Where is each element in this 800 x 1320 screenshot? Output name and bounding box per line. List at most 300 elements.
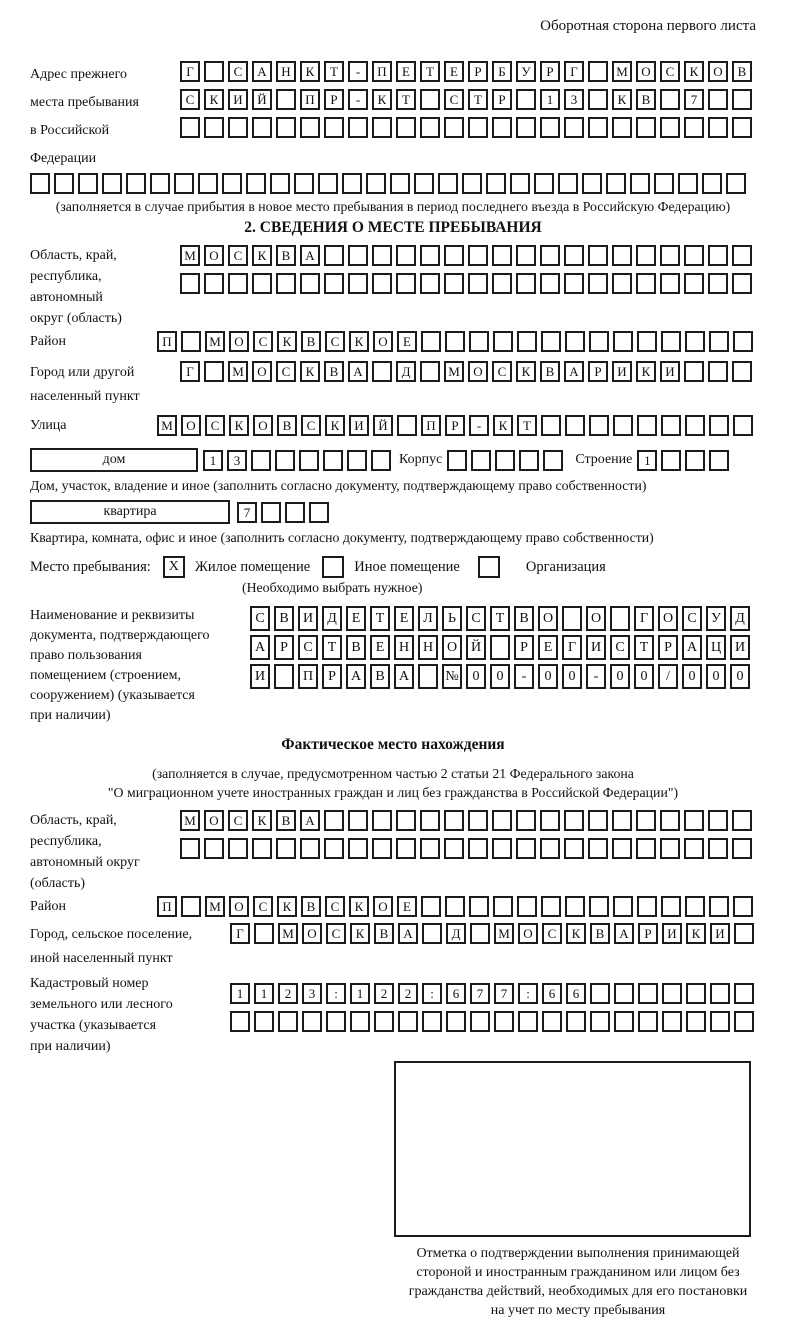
char-cell[interactable]: 7 bbox=[684, 89, 704, 110]
char-cell[interactable]: Т bbox=[490, 606, 510, 631]
char-cell[interactable]: К bbox=[277, 331, 297, 352]
char-cell[interactable] bbox=[366, 173, 386, 194]
char-cell[interactable]: Е bbox=[370, 635, 390, 660]
char-cell[interactable]: Ц bbox=[706, 635, 726, 660]
char-cell[interactable] bbox=[708, 361, 728, 382]
char-cell[interactable] bbox=[444, 810, 464, 831]
char-cell[interactable] bbox=[276, 838, 296, 859]
char-cell[interactable]: 6 bbox=[542, 983, 562, 1004]
char-cell[interactable] bbox=[494, 1011, 514, 1032]
char-cell[interactable] bbox=[396, 273, 416, 294]
char-cell[interactable] bbox=[558, 173, 578, 194]
char-cell[interactable]: Р bbox=[514, 635, 534, 660]
char-cell[interactable]: М bbox=[180, 245, 200, 266]
char-cell[interactable]: О bbox=[229, 896, 249, 917]
char-cell[interactable] bbox=[422, 923, 442, 944]
char-cell[interactable] bbox=[300, 273, 320, 294]
char-cell[interactable] bbox=[610, 606, 630, 631]
char-cell[interactable]: К bbox=[350, 923, 370, 944]
char-cell[interactable] bbox=[518, 1011, 538, 1032]
char-cell[interactable] bbox=[660, 273, 680, 294]
char-cell[interactable] bbox=[180, 117, 200, 138]
char-cell[interactable] bbox=[470, 1011, 490, 1032]
char-cell[interactable] bbox=[684, 117, 704, 138]
char-cell[interactable] bbox=[709, 450, 729, 471]
char-cell[interactable]: К bbox=[300, 361, 320, 382]
char-cell[interactable]: О bbox=[538, 606, 558, 631]
char-cell[interactable]: С bbox=[444, 89, 464, 110]
char-cell[interactable]: О bbox=[373, 896, 393, 917]
char-cell[interactable] bbox=[493, 896, 513, 917]
char-cell[interactable]: 1 bbox=[254, 983, 274, 1004]
char-cell[interactable]: В bbox=[346, 635, 366, 660]
char-cell[interactable] bbox=[444, 117, 464, 138]
char-cell[interactable]: М bbox=[228, 361, 248, 382]
char-cell[interactable] bbox=[348, 245, 368, 266]
char-cell[interactable]: Т bbox=[634, 635, 654, 660]
char-cell[interactable] bbox=[588, 810, 608, 831]
char-cell[interactable]: Г bbox=[180, 361, 200, 382]
char-cell[interactable]: Ь bbox=[442, 606, 462, 631]
char-cell[interactable] bbox=[662, 1011, 682, 1032]
char-cell[interactable]: С bbox=[180, 89, 200, 110]
char-cell[interactable] bbox=[348, 273, 368, 294]
checkbox-other-premises[interactable] bbox=[322, 556, 344, 578]
char-cell[interactable]: В bbox=[301, 331, 321, 352]
char-cell[interactable] bbox=[447, 450, 467, 471]
char-cell[interactable] bbox=[275, 450, 295, 471]
char-cell[interactable]: М bbox=[157, 415, 177, 436]
char-cell[interactable] bbox=[180, 838, 200, 859]
char-cell[interactable]: О bbox=[658, 606, 678, 631]
char-cell[interactable] bbox=[685, 896, 705, 917]
char-cell[interactable] bbox=[420, 89, 440, 110]
char-cell[interactable]: 0 bbox=[466, 664, 486, 689]
char-cell[interactable] bbox=[685, 415, 705, 436]
char-cell[interactable] bbox=[309, 502, 329, 523]
char-cell[interactable]: Л bbox=[418, 606, 438, 631]
char-cell[interactable]: Е bbox=[444, 61, 464, 82]
char-cell[interactable]: Д bbox=[730, 606, 750, 631]
char-cell[interactable] bbox=[420, 361, 440, 382]
char-cell[interactable]: Й bbox=[466, 635, 486, 660]
char-cell[interactable] bbox=[490, 635, 510, 660]
char-cell[interactable] bbox=[734, 923, 754, 944]
char-cell[interactable] bbox=[492, 810, 512, 831]
char-cell[interactable] bbox=[126, 173, 146, 194]
char-cell[interactable] bbox=[204, 117, 224, 138]
char-cell[interactable]: / bbox=[658, 664, 678, 689]
char-cell[interactable] bbox=[660, 117, 680, 138]
char-cell[interactable] bbox=[709, 896, 729, 917]
char-cell[interactable] bbox=[613, 331, 633, 352]
char-cell[interactable]: О bbox=[204, 810, 224, 831]
char-cell[interactable] bbox=[276, 117, 296, 138]
char-cell[interactable]: К bbox=[229, 415, 249, 436]
char-cell[interactable]: А bbox=[348, 361, 368, 382]
char-cell[interactable] bbox=[564, 245, 584, 266]
char-cell[interactable] bbox=[684, 810, 704, 831]
char-cell[interactable] bbox=[318, 173, 338, 194]
char-cell[interactable] bbox=[678, 173, 698, 194]
char-cell[interactable]: К bbox=[612, 89, 632, 110]
char-cell[interactable]: Г bbox=[562, 635, 582, 660]
char-cell[interactable] bbox=[492, 838, 512, 859]
char-cell[interactable]: Р bbox=[492, 89, 512, 110]
char-cell[interactable]: М bbox=[494, 923, 514, 944]
char-cell[interactable] bbox=[710, 983, 730, 1004]
char-cell[interactable]: Т bbox=[324, 61, 344, 82]
char-cell[interactable] bbox=[446, 1011, 466, 1032]
char-cell[interactable]: Д bbox=[322, 606, 342, 631]
char-cell[interactable] bbox=[285, 502, 305, 523]
char-cell[interactable]: Р bbox=[658, 635, 678, 660]
char-cell[interactable] bbox=[542, 1011, 562, 1032]
char-cell[interactable]: И bbox=[349, 415, 369, 436]
char-cell[interactable] bbox=[326, 1011, 346, 1032]
char-cell[interactable] bbox=[637, 331, 657, 352]
char-cell[interactable] bbox=[638, 1011, 658, 1032]
char-cell[interactable] bbox=[726, 173, 746, 194]
char-cell[interactable] bbox=[588, 117, 608, 138]
char-cell[interactable] bbox=[686, 1011, 706, 1032]
char-cell[interactable]: 0 bbox=[562, 664, 582, 689]
char-cell[interactable]: А bbox=[346, 664, 366, 689]
char-cell[interactable]: В bbox=[540, 361, 560, 382]
char-cell[interactable]: 0 bbox=[610, 664, 630, 689]
char-cell[interactable] bbox=[686, 983, 706, 1004]
char-cell[interactable]: - bbox=[514, 664, 534, 689]
char-cell[interactable]: В bbox=[514, 606, 534, 631]
char-cell[interactable] bbox=[396, 838, 416, 859]
char-cell[interactable]: С bbox=[301, 415, 321, 436]
char-cell[interactable] bbox=[102, 173, 122, 194]
char-cell[interactable]: С bbox=[253, 896, 273, 917]
char-cell[interactable]: Г bbox=[564, 61, 584, 82]
char-cell[interactable]: 1 bbox=[203, 450, 223, 471]
char-cell[interactable] bbox=[372, 838, 392, 859]
char-cell[interactable]: Р bbox=[540, 61, 560, 82]
char-cell[interactable]: - bbox=[586, 664, 606, 689]
char-cell[interactable] bbox=[702, 173, 722, 194]
char-cell[interactable] bbox=[564, 273, 584, 294]
char-cell[interactable]: С bbox=[682, 606, 702, 631]
char-cell[interactable] bbox=[710, 1011, 730, 1032]
char-cell[interactable]: П bbox=[157, 331, 177, 352]
char-cell[interactable]: К bbox=[349, 331, 369, 352]
char-cell[interactable] bbox=[276, 273, 296, 294]
char-cell[interactable]: О bbox=[204, 245, 224, 266]
checkbox-organization[interactable] bbox=[478, 556, 500, 578]
char-cell[interactable] bbox=[471, 450, 491, 471]
char-cell[interactable] bbox=[78, 173, 98, 194]
char-cell[interactable] bbox=[733, 331, 753, 352]
char-cell[interactable] bbox=[54, 173, 74, 194]
char-cell[interactable] bbox=[396, 117, 416, 138]
char-cell[interactable] bbox=[324, 273, 344, 294]
char-cell[interactable] bbox=[636, 838, 656, 859]
char-cell[interactable] bbox=[565, 415, 585, 436]
char-cell[interactable] bbox=[150, 173, 170, 194]
char-cell[interactable] bbox=[684, 273, 704, 294]
char-cell[interactable]: С bbox=[326, 923, 346, 944]
char-cell[interactable] bbox=[372, 117, 392, 138]
char-cell[interactable]: Д bbox=[396, 361, 416, 382]
char-cell[interactable]: 0 bbox=[706, 664, 726, 689]
char-cell[interactable]: 1 bbox=[230, 983, 250, 1004]
char-cell[interactable]: 3 bbox=[302, 983, 322, 1004]
char-cell[interactable]: У bbox=[516, 61, 536, 82]
char-cell[interactable]: 2 bbox=[374, 983, 394, 1004]
char-cell[interactable]: П bbox=[298, 664, 318, 689]
char-cell[interactable] bbox=[613, 896, 633, 917]
char-cell[interactable]: И bbox=[660, 361, 680, 382]
char-cell[interactable] bbox=[734, 983, 754, 1004]
char-cell[interactable] bbox=[613, 415, 633, 436]
char-cell[interactable] bbox=[709, 331, 729, 352]
char-cell[interactable]: 1 bbox=[350, 983, 370, 1004]
char-cell[interactable]: Р bbox=[638, 923, 658, 944]
char-cell[interactable] bbox=[228, 273, 248, 294]
char-cell[interactable]: А bbox=[682, 635, 702, 660]
char-cell[interactable] bbox=[348, 810, 368, 831]
char-cell[interactable]: А bbox=[614, 923, 634, 944]
char-cell[interactable] bbox=[468, 838, 488, 859]
char-cell[interactable] bbox=[661, 450, 681, 471]
char-cell[interactable] bbox=[30, 173, 50, 194]
char-cell[interactable] bbox=[420, 810, 440, 831]
char-cell[interactable] bbox=[493, 331, 513, 352]
char-cell[interactable]: Г bbox=[634, 606, 654, 631]
char-cell[interactable]: О bbox=[442, 635, 462, 660]
char-cell[interactable] bbox=[204, 361, 224, 382]
char-cell[interactable]: - bbox=[469, 415, 489, 436]
char-cell[interactable]: 7 bbox=[470, 983, 490, 1004]
char-cell[interactable]: А bbox=[398, 923, 418, 944]
char-cell[interactable] bbox=[445, 896, 465, 917]
char-cell[interactable] bbox=[414, 173, 434, 194]
char-cell[interactable] bbox=[274, 664, 294, 689]
char-cell[interactable] bbox=[540, 245, 560, 266]
char-cell[interactable] bbox=[540, 273, 560, 294]
char-cell[interactable] bbox=[398, 1011, 418, 1032]
char-cell[interactable] bbox=[495, 450, 515, 471]
char-cell[interactable]: № bbox=[442, 664, 462, 689]
char-cell[interactable] bbox=[660, 838, 680, 859]
char-cell[interactable] bbox=[590, 1011, 610, 1032]
char-cell[interactable]: М bbox=[444, 361, 464, 382]
char-cell[interactable] bbox=[486, 173, 506, 194]
char-cell[interactable] bbox=[492, 245, 512, 266]
char-cell[interactable] bbox=[654, 173, 674, 194]
char-cell[interactable] bbox=[323, 450, 343, 471]
char-cell[interactable] bbox=[661, 896, 681, 917]
char-cell[interactable] bbox=[372, 361, 392, 382]
char-cell[interactable]: О bbox=[252, 361, 272, 382]
char-cell[interactable] bbox=[347, 450, 367, 471]
char-cell[interactable] bbox=[180, 273, 200, 294]
char-cell[interactable] bbox=[371, 450, 391, 471]
char-cell[interactable]: Т bbox=[517, 415, 537, 436]
char-cell[interactable]: В bbox=[301, 896, 321, 917]
char-cell[interactable] bbox=[708, 810, 728, 831]
char-cell[interactable] bbox=[198, 173, 218, 194]
char-cell[interactable] bbox=[630, 173, 650, 194]
char-cell[interactable] bbox=[510, 173, 530, 194]
char-cell[interactable]: Е bbox=[397, 896, 417, 917]
char-cell[interactable]: К bbox=[516, 361, 536, 382]
char-cell[interactable]: В bbox=[324, 361, 344, 382]
char-cell[interactable] bbox=[612, 838, 632, 859]
char-cell[interactable]: В bbox=[276, 810, 296, 831]
char-cell[interactable]: К bbox=[372, 89, 392, 110]
char-cell[interactable] bbox=[294, 173, 314, 194]
char-cell[interactable] bbox=[222, 173, 242, 194]
char-cell[interactable] bbox=[468, 245, 488, 266]
char-cell[interactable] bbox=[278, 1011, 298, 1032]
char-cell[interactable]: Р bbox=[445, 415, 465, 436]
char-cell[interactable]: А bbox=[252, 61, 272, 82]
char-cell[interactable] bbox=[374, 1011, 394, 1032]
char-cell[interactable]: 0 bbox=[490, 664, 510, 689]
char-cell[interactable]: Р bbox=[468, 61, 488, 82]
char-cell[interactable]: С bbox=[325, 331, 345, 352]
char-cell[interactable] bbox=[420, 273, 440, 294]
char-cell[interactable]: Й bbox=[373, 415, 393, 436]
char-cell[interactable] bbox=[708, 117, 728, 138]
char-cell[interactable]: Р bbox=[322, 664, 342, 689]
char-cell[interactable] bbox=[732, 810, 752, 831]
char-cell[interactable]: О bbox=[636, 61, 656, 82]
char-cell[interactable]: О bbox=[181, 415, 201, 436]
char-cell[interactable] bbox=[181, 331, 201, 352]
char-cell[interactable]: 3 bbox=[227, 450, 247, 471]
char-cell[interactable] bbox=[438, 173, 458, 194]
char-cell[interactable]: 7 bbox=[237, 502, 257, 523]
char-cell[interactable]: Й bbox=[252, 89, 272, 110]
char-cell[interactable]: К bbox=[252, 245, 272, 266]
char-cell[interactable] bbox=[421, 331, 441, 352]
char-cell[interactable]: К bbox=[349, 896, 369, 917]
char-cell[interactable] bbox=[324, 810, 344, 831]
char-cell[interactable]: П bbox=[157, 896, 177, 917]
char-cell[interactable] bbox=[638, 983, 658, 1004]
char-cell[interactable] bbox=[444, 838, 464, 859]
char-cell[interactable]: С bbox=[610, 635, 630, 660]
char-cell[interactable] bbox=[732, 273, 752, 294]
char-cell[interactable]: Р bbox=[588, 361, 608, 382]
char-cell[interactable]: Е bbox=[397, 331, 417, 352]
char-cell[interactable]: П bbox=[300, 89, 320, 110]
char-cell[interactable] bbox=[684, 245, 704, 266]
char-cell[interactable] bbox=[541, 415, 561, 436]
char-cell[interactable] bbox=[636, 245, 656, 266]
char-cell[interactable] bbox=[685, 331, 705, 352]
char-cell[interactable] bbox=[396, 810, 416, 831]
char-cell[interactable]: А bbox=[300, 245, 320, 266]
char-cell[interactable]: К bbox=[684, 61, 704, 82]
char-cell[interactable] bbox=[588, 61, 608, 82]
char-cell[interactable] bbox=[228, 838, 248, 859]
char-cell[interactable] bbox=[588, 273, 608, 294]
char-cell[interactable]: П bbox=[372, 61, 392, 82]
char-cell[interactable]: В bbox=[732, 61, 752, 82]
char-cell[interactable] bbox=[420, 838, 440, 859]
char-cell[interactable] bbox=[270, 173, 290, 194]
confirmation-mark-box[interactable] bbox=[394, 1061, 751, 1237]
char-cell[interactable]: О bbox=[253, 415, 273, 436]
char-cell[interactable] bbox=[462, 173, 482, 194]
char-cell[interactable] bbox=[660, 810, 680, 831]
char-cell[interactable]: С bbox=[542, 923, 562, 944]
char-cell[interactable] bbox=[420, 245, 440, 266]
char-cell[interactable] bbox=[228, 117, 248, 138]
char-cell[interactable]: К bbox=[493, 415, 513, 436]
char-cell[interactable] bbox=[469, 331, 489, 352]
char-cell[interactable]: Г bbox=[180, 61, 200, 82]
char-cell[interactable] bbox=[660, 89, 680, 110]
char-cell[interactable]: 2 bbox=[398, 983, 418, 1004]
char-cell[interactable]: О bbox=[468, 361, 488, 382]
char-cell[interactable]: В bbox=[370, 664, 390, 689]
char-cell[interactable] bbox=[661, 331, 681, 352]
char-cell[interactable]: : bbox=[326, 983, 346, 1004]
house-box[interactable]: дом bbox=[30, 448, 198, 472]
char-cell[interactable] bbox=[516, 273, 536, 294]
char-cell[interactable] bbox=[254, 923, 274, 944]
char-cell[interactable] bbox=[534, 173, 554, 194]
char-cell[interactable] bbox=[251, 450, 271, 471]
char-cell[interactable]: : bbox=[422, 983, 442, 1004]
char-cell[interactable] bbox=[566, 1011, 586, 1032]
char-cell[interactable] bbox=[614, 983, 634, 1004]
char-cell[interactable] bbox=[204, 273, 224, 294]
char-cell[interactable]: Д bbox=[446, 923, 466, 944]
char-cell[interactable] bbox=[637, 415, 657, 436]
char-cell[interactable]: Б bbox=[492, 61, 512, 82]
char-cell[interactable]: Р bbox=[274, 635, 294, 660]
char-cell[interactable] bbox=[562, 606, 582, 631]
char-cell[interactable] bbox=[661, 415, 681, 436]
char-cell[interactable] bbox=[588, 838, 608, 859]
char-cell[interactable] bbox=[708, 838, 728, 859]
char-cell[interactable]: А bbox=[394, 664, 414, 689]
char-cell[interactable] bbox=[444, 245, 464, 266]
char-cell[interactable]: К bbox=[204, 89, 224, 110]
char-cell[interactable]: - bbox=[348, 89, 368, 110]
char-cell[interactable]: О bbox=[302, 923, 322, 944]
char-cell[interactable]: К bbox=[252, 810, 272, 831]
char-cell[interactable]: И bbox=[250, 664, 270, 689]
char-cell[interactable] bbox=[421, 896, 441, 917]
char-cell[interactable] bbox=[636, 273, 656, 294]
char-cell[interactable] bbox=[300, 838, 320, 859]
char-cell[interactable] bbox=[564, 117, 584, 138]
char-cell[interactable] bbox=[708, 273, 728, 294]
char-cell[interactable] bbox=[588, 245, 608, 266]
char-cell[interactable] bbox=[732, 361, 752, 382]
char-cell[interactable] bbox=[684, 838, 704, 859]
char-cell[interactable]: О bbox=[373, 331, 393, 352]
char-cell[interactable] bbox=[662, 983, 682, 1004]
char-cell[interactable]: В bbox=[274, 606, 294, 631]
char-cell[interactable]: М bbox=[205, 331, 225, 352]
char-cell[interactable]: В bbox=[276, 245, 296, 266]
char-cell[interactable]: М bbox=[612, 61, 632, 82]
char-cell[interactable]: 6 bbox=[566, 983, 586, 1004]
char-cell[interactable] bbox=[302, 1011, 322, 1032]
char-cell[interactable] bbox=[252, 838, 272, 859]
